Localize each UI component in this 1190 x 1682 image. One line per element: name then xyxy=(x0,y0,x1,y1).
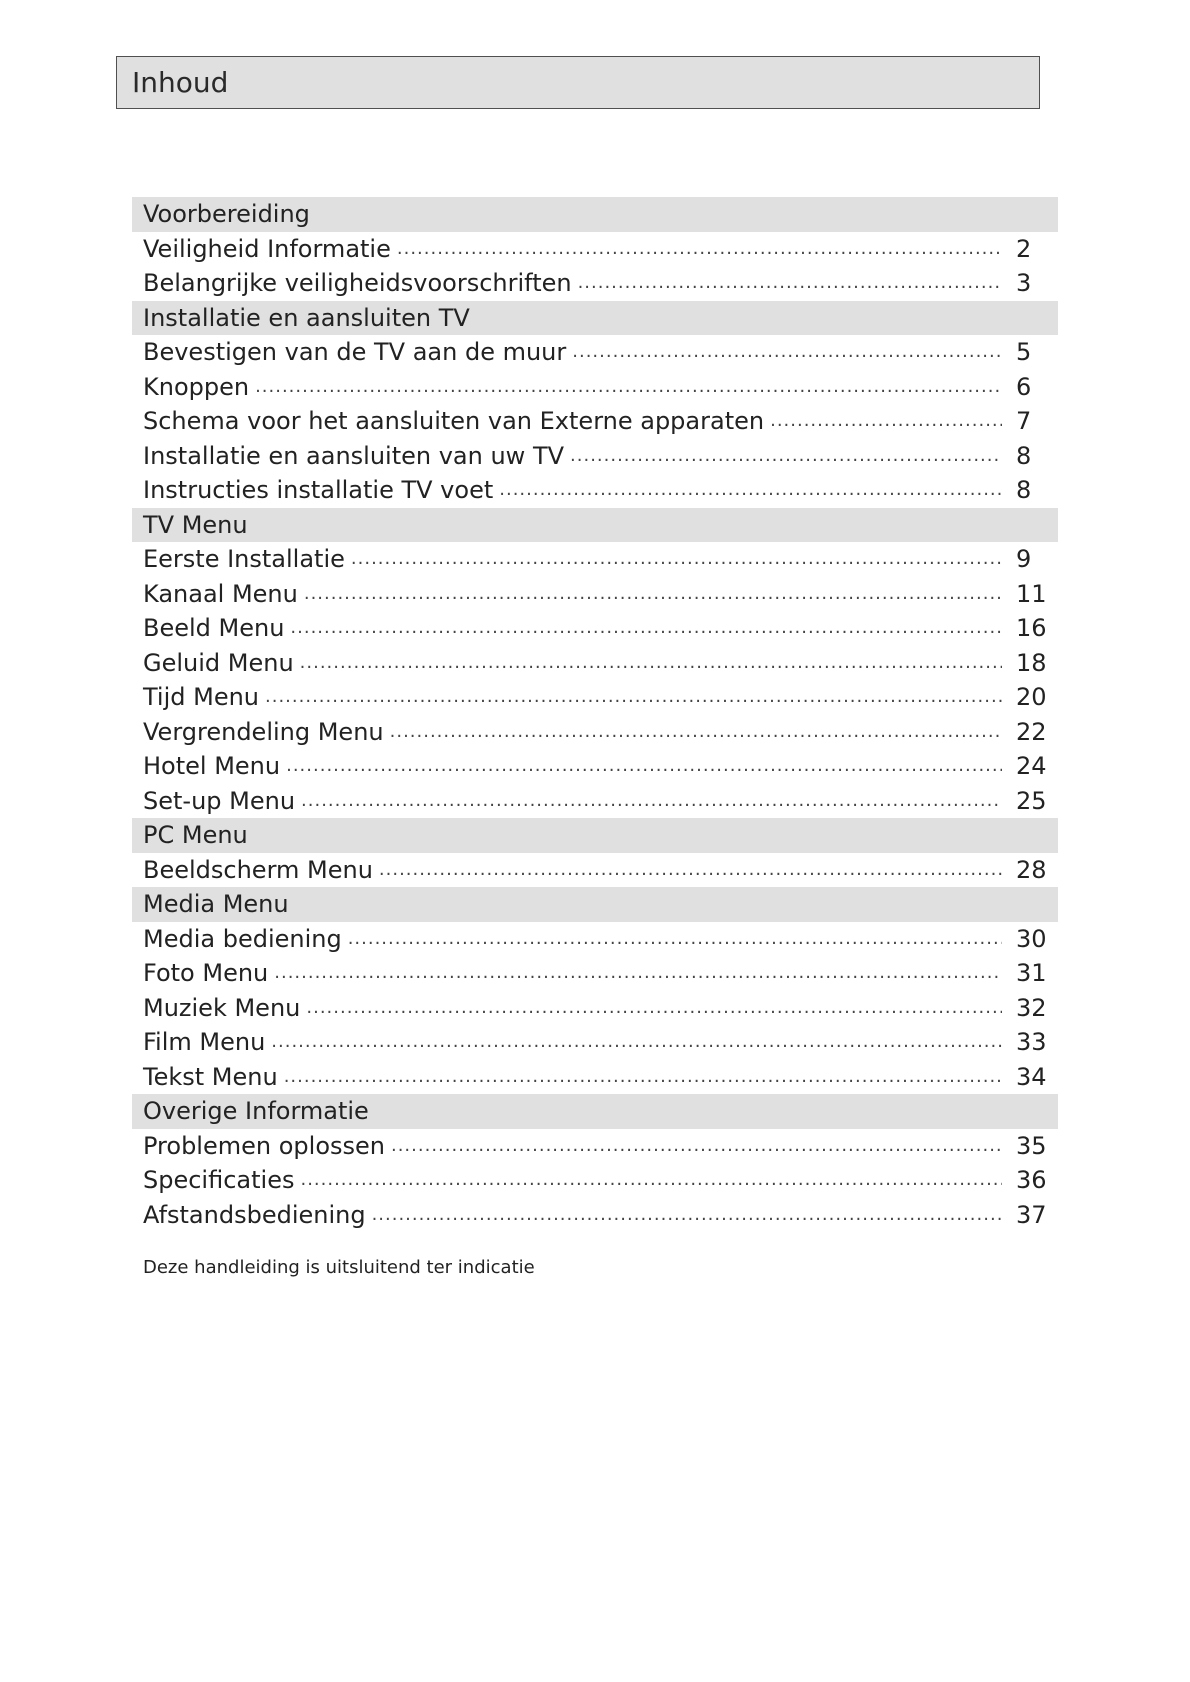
toc-section-heading: Overige Informatie xyxy=(132,1094,1058,1129)
toc-section-heading: Installatie en aansluiten TV xyxy=(132,301,1058,336)
toc-entry[interactable] xyxy=(132,232,1058,267)
toc-entry-title: Veiligheid Informatie xyxy=(143,234,391,263)
toc-dot-leader xyxy=(271,1025,1002,1060)
toc-page-number: 8 xyxy=(1016,476,1032,504)
toc-dot-leader xyxy=(284,1060,1002,1095)
toc-entry[interactable] xyxy=(132,784,1058,819)
toc-dot-leader xyxy=(265,680,1002,715)
toc-page-number: 24 xyxy=(1016,752,1047,780)
toc-entry[interactable] xyxy=(132,1060,1058,1095)
toc-section-heading: PC Menu xyxy=(132,818,1058,853)
toc-entry[interactable] xyxy=(132,1129,1058,1164)
toc-entry-title: Specificaties xyxy=(143,1166,295,1194)
toc-entry-title: Geluid Menu xyxy=(143,648,294,677)
toc-entry-title: Hotel Menu xyxy=(143,752,281,780)
toc-section-heading: TV Menu xyxy=(132,508,1058,543)
toc-entry-title: Belangrijke veiligheidsvoorschriften xyxy=(143,269,572,297)
toc-entry-title: Bevestigen van de TV aan de muur xyxy=(143,338,567,366)
toc-dot-leader xyxy=(286,749,1002,784)
toc-entry-title: Instructies installatie TV voet xyxy=(143,476,494,504)
toc-page-number: 7 xyxy=(1016,407,1032,435)
toc-page-number: 22 xyxy=(1016,717,1047,746)
toc-dot-leader xyxy=(300,1163,1002,1198)
toc-dot-leader xyxy=(274,956,1002,991)
toc-page-number: 20 xyxy=(1016,683,1047,711)
toc-page-number: 36 xyxy=(1016,1166,1047,1194)
toc-dot-leader xyxy=(372,1198,1002,1233)
toc-entry-title: Kanaal Menu xyxy=(143,579,298,608)
toc-dot-leader xyxy=(572,335,1002,370)
toc-entry[interactable] xyxy=(132,956,1058,991)
toc-dot-leader xyxy=(397,232,1002,267)
toc-entry[interactable] xyxy=(132,439,1058,474)
toc-entry[interactable] xyxy=(132,266,1058,301)
toc-entry-title: Tijd Menu xyxy=(143,683,260,711)
toc-dot-leader xyxy=(255,370,1002,405)
toc-section-heading: Media Menu xyxy=(132,887,1058,922)
toc-entry[interactable] xyxy=(132,335,1058,370)
toc-entry-title: Eerste Installatie xyxy=(143,545,345,573)
toc-dot-leader xyxy=(390,715,1002,750)
page-title: Inhoud xyxy=(132,66,229,99)
toc-dot-leader xyxy=(379,853,1002,888)
toc-entry-title: Beeldscherm Menu xyxy=(143,855,373,884)
toc-entry-title: Problemen oplossen xyxy=(143,1131,385,1160)
toc-entry[interactable] xyxy=(132,404,1058,439)
toc-page-number: 8 xyxy=(1016,441,1032,470)
toc-page-number: 25 xyxy=(1016,786,1047,815)
table-of-contents xyxy=(132,197,1058,1232)
toc-dot-leader xyxy=(578,266,1002,301)
toc-entry[interactable] xyxy=(132,542,1058,577)
footnote: Deze handleiding is uitsluitend ter indicatie xyxy=(143,1257,535,1278)
toc-page-number: 31 xyxy=(1016,959,1047,987)
toc-entry[interactable] xyxy=(132,991,1058,1026)
toc-entry[interactable] xyxy=(132,370,1058,405)
toc-entry-title: Knoppen xyxy=(143,372,250,401)
toc-entry-title: Vergrendeling Menu xyxy=(143,717,384,746)
toc-page-number: 34 xyxy=(1016,1062,1047,1091)
toc-entry-title: Tekst Menu xyxy=(143,1062,278,1091)
toc-page-number: 16 xyxy=(1016,614,1047,642)
toc-entry-title: Set-up Menu xyxy=(143,786,296,815)
toc-entry-title: Muziek Menu xyxy=(143,993,301,1022)
toc-page-number: 6 xyxy=(1016,372,1032,401)
toc-page-number: 32 xyxy=(1016,993,1047,1022)
toc-entry[interactable] xyxy=(132,1198,1058,1233)
toc-page-number: 33 xyxy=(1016,1028,1047,1056)
toc-page-number: 5 xyxy=(1016,338,1032,366)
toc-entry[interactable] xyxy=(132,1163,1058,1198)
toc-entry-title: Beeld Menu xyxy=(143,614,285,642)
toc-page-number: 9 xyxy=(1016,545,1032,573)
toc-page-number: 30 xyxy=(1016,924,1047,953)
toc-dot-leader xyxy=(290,611,1002,646)
toc-entry-title: Schema voor het aansluiten van Externe apparaten xyxy=(143,407,765,435)
toc-entry[interactable] xyxy=(132,611,1058,646)
toc-dot-leader xyxy=(391,1129,1002,1164)
toc-entry-title: Installatie en aansluiten van uw TV xyxy=(143,441,565,470)
toc-section-heading: Voorbereiding xyxy=(132,197,1058,232)
toc-entry-title: Foto Menu xyxy=(143,959,269,987)
toc-page-number: 3 xyxy=(1016,269,1032,297)
toc-page-number: 28 xyxy=(1016,855,1047,884)
toc-dot-leader xyxy=(570,439,1002,474)
toc-entry-title: Media bediening xyxy=(143,924,342,953)
toc-page-number: 37 xyxy=(1016,1200,1047,1229)
toc-entry[interactable] xyxy=(132,853,1058,888)
toc-page-number: 35 xyxy=(1016,1131,1047,1160)
toc-entry[interactable] xyxy=(132,680,1058,715)
toc-page-number: 11 xyxy=(1016,579,1047,608)
toc-entry[interactable] xyxy=(132,749,1058,784)
toc-dot-leader xyxy=(499,473,1002,508)
toc-entry[interactable] xyxy=(132,473,1058,508)
toc-entry-title: Film Menu xyxy=(143,1028,266,1056)
toc-dot-leader xyxy=(351,542,1002,577)
toc-dot-leader xyxy=(304,577,1002,612)
toc-dot-leader xyxy=(306,991,1002,1026)
toc-entry-title: Afstandsbediening xyxy=(143,1200,366,1229)
page-header xyxy=(116,56,1040,109)
toc-dot-leader xyxy=(300,646,1002,681)
toc-dot-leader xyxy=(301,784,1002,819)
toc-entry[interactable] xyxy=(132,1025,1058,1060)
toc-entry[interactable] xyxy=(132,577,1058,612)
toc-page-number: 18 xyxy=(1016,648,1047,677)
toc-entry[interactable] xyxy=(132,715,1058,750)
toc-page-number: 2 xyxy=(1016,234,1032,263)
toc-dot-leader xyxy=(770,404,1002,439)
toc-entry[interactable] xyxy=(132,646,1058,681)
toc-dot-leader xyxy=(348,922,1002,957)
toc-entry[interactable] xyxy=(132,922,1058,957)
